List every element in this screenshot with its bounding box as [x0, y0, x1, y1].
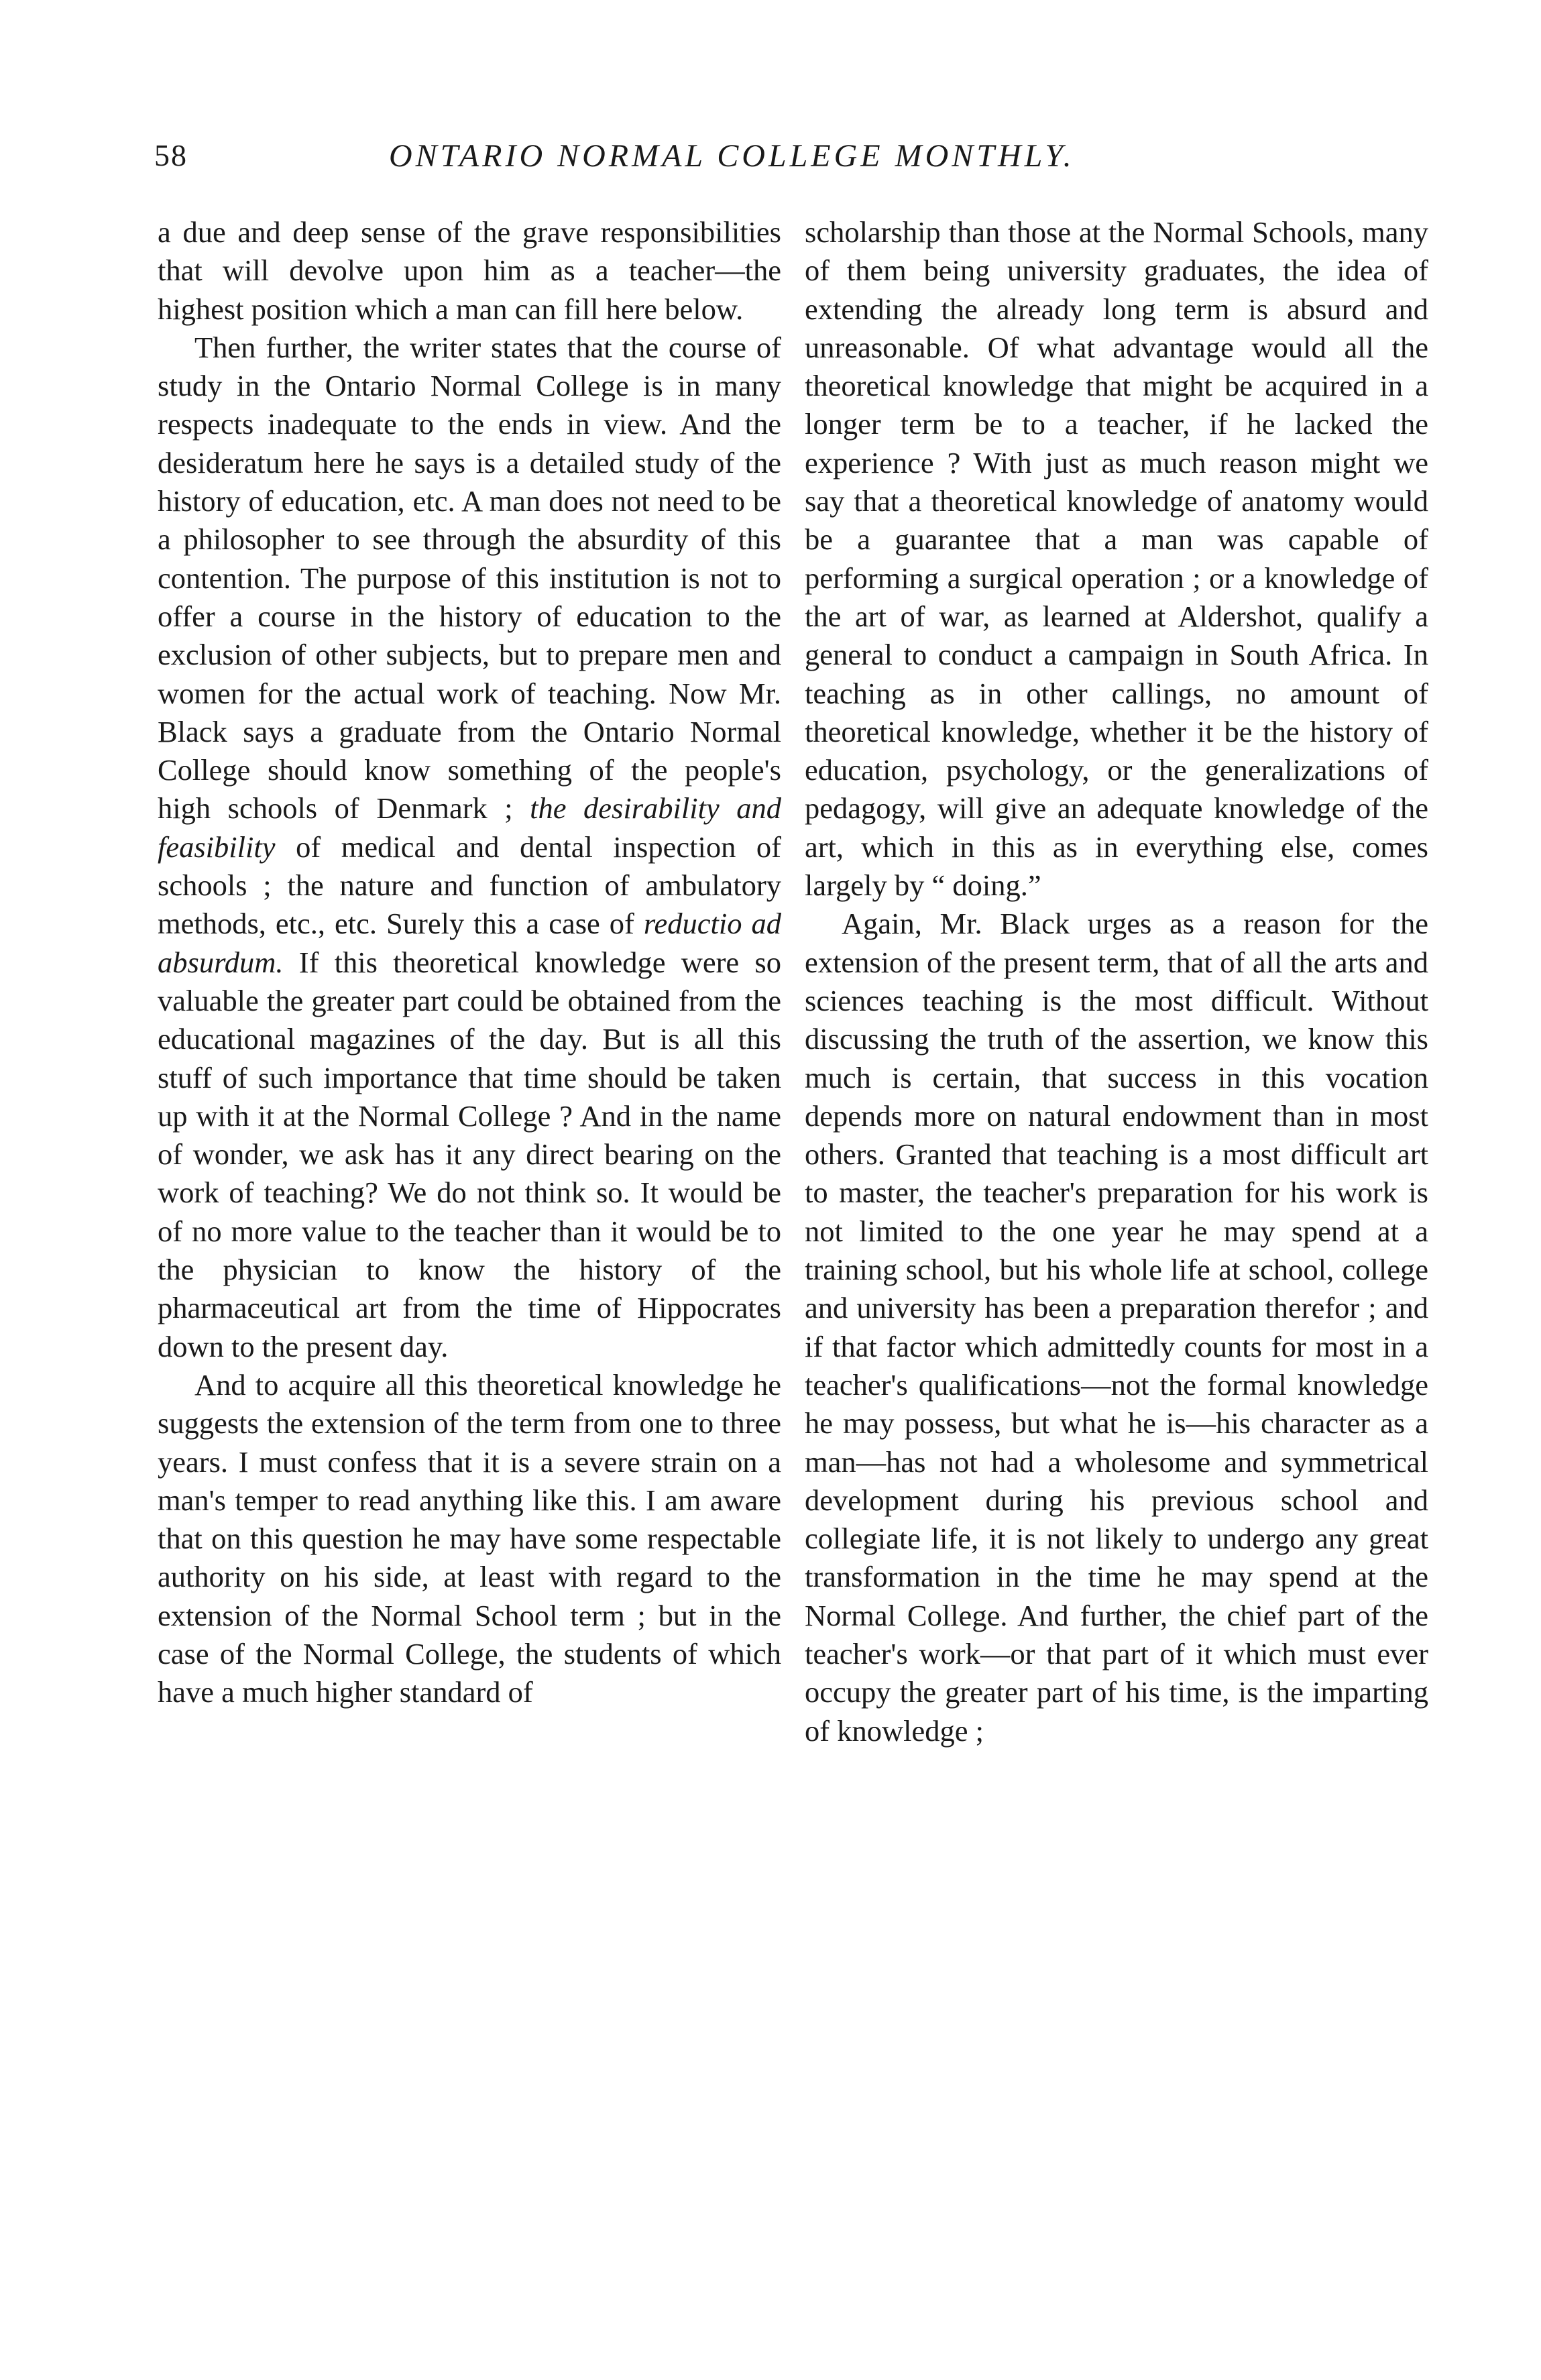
left-paragraph-2-text-a: Then further, the writer states that the course of study in the Ontario Normal College is in many respects inadequate to the ends in view. And the desideratum here he says is a detailed study of the history of education, etc. A man does not need to be a philosopher to see through the absurdity of this contention. The purpose of this institution is not to offer a course in the history of education to the exclusion of other subjects, but to prepare men and women for the actual work of teaching. Now Mr. Black says a graduate from the Ontario Normal College should know something of the people's high schools of Denmark ; — [158, 330, 781, 826]
right-paragraph-2: Again, Mr. Black urges as a reason for the extension of the present term, that of all the arts and sciences teaching is the most difficult. Without discussing the truth of the assertion, we know this much is certain, that success in this vocation depends more on natural endowment than in most others. Granted that teaching is a most difficult art to master, the teacher's preparation for his work is not limited to the one year he may spend at a training school, but his whole life at school, college and university has been a preparation therefor ; and if that factor which admittedly counts for most in a teacher's qualifications—not the formal knowledge he may possess, but what he is—his character as a man—has not had a wholesome and symmetrical development during his previous school and collegiate life, it is not likely to undergo any great transformation in the time he may spend at the Normal College. And further, the chief part of the teacher's work—or that part of it which must ever occupy the greater part of his time, is the imparting of knowledge ; — [805, 907, 1428, 1748]
page-header — [148, 137, 1422, 191]
left-paragraph-2-emphasis-2: reductio ad absurdum. — [158, 907, 781, 979]
left-paragraph-2-emphasis-1: the desirability and feasibility — [158, 791, 781, 864]
page-number: 58 — [154, 138, 188, 172]
right-column — [805, 213, 1428, 1750]
right-paragraph-1: scholarship than those at the Normal Schools, many of them being university graduates, the idea of extending the already long term is absurd and unreasonable. Of what advantage would all the theoretical knowledge that might be acquired in a longer term be to a teacher, if he lacked the experience ? With just as much reason might we say that a theoretical knowledge of anatomy would be a guarantee that a man was capable of performing a surgical operation ; or a knowledge of the art of war, as learned at Aldershot, qualify a general to conduct a campaign in South Africa. In teaching as in other callings, no amount of theoretical knowledge, whether it be the history of education, psychology, or the generalizations of pedagogy, will give an adequate knowledge of the art, which in this as in everything else, comes largely by “ doing.” — [805, 215, 1428, 903]
running-title: ONTARIO NORMAL COLLEGE MONTHLY. — [389, 138, 1075, 174]
left-paragraph-2-text-c: If this theoretical knowledge were so valuable the greater part could be obtained from the educational magazines of the day. But is all this stuff of such importance that time should be taken up with it at the Normal College ? And in the name of wonder, we ask has it any direct bearing on the work of teaching? We do not think so. It would be of no more value to the teacher than it would be to the physician to know the history of the pharmaceutical art from the time of Hippocrates down to the present day. — [158, 945, 781, 1363]
left-paragraph-3: And to acquire all this theoretical knowledge he suggests the extension of the term from one to three years. I must confess that it is a severe strain on a man's temper to read anything like this. I am aware that on this question he may have some respectable authority on his side, at least with regard to the extension of the Normal School term ; but in the case of the Normal College, the students of which have a much higher standard of — [158, 1367, 781, 1709]
left-column — [158, 213, 781, 1712]
left-paragraph-1: a due and deep sense of the grave responsibilities that will devolve upon him as a teacher—the highest position which a man can fill here below. — [158, 215, 781, 326]
left-paragraph-2-text-b: of medical and dental inspection of schools ; the nature and function of ambulatory methods, etc., etc. Surely this a case of — [158, 830, 781, 941]
left-paragraph-2 — [158, 329, 781, 1366]
